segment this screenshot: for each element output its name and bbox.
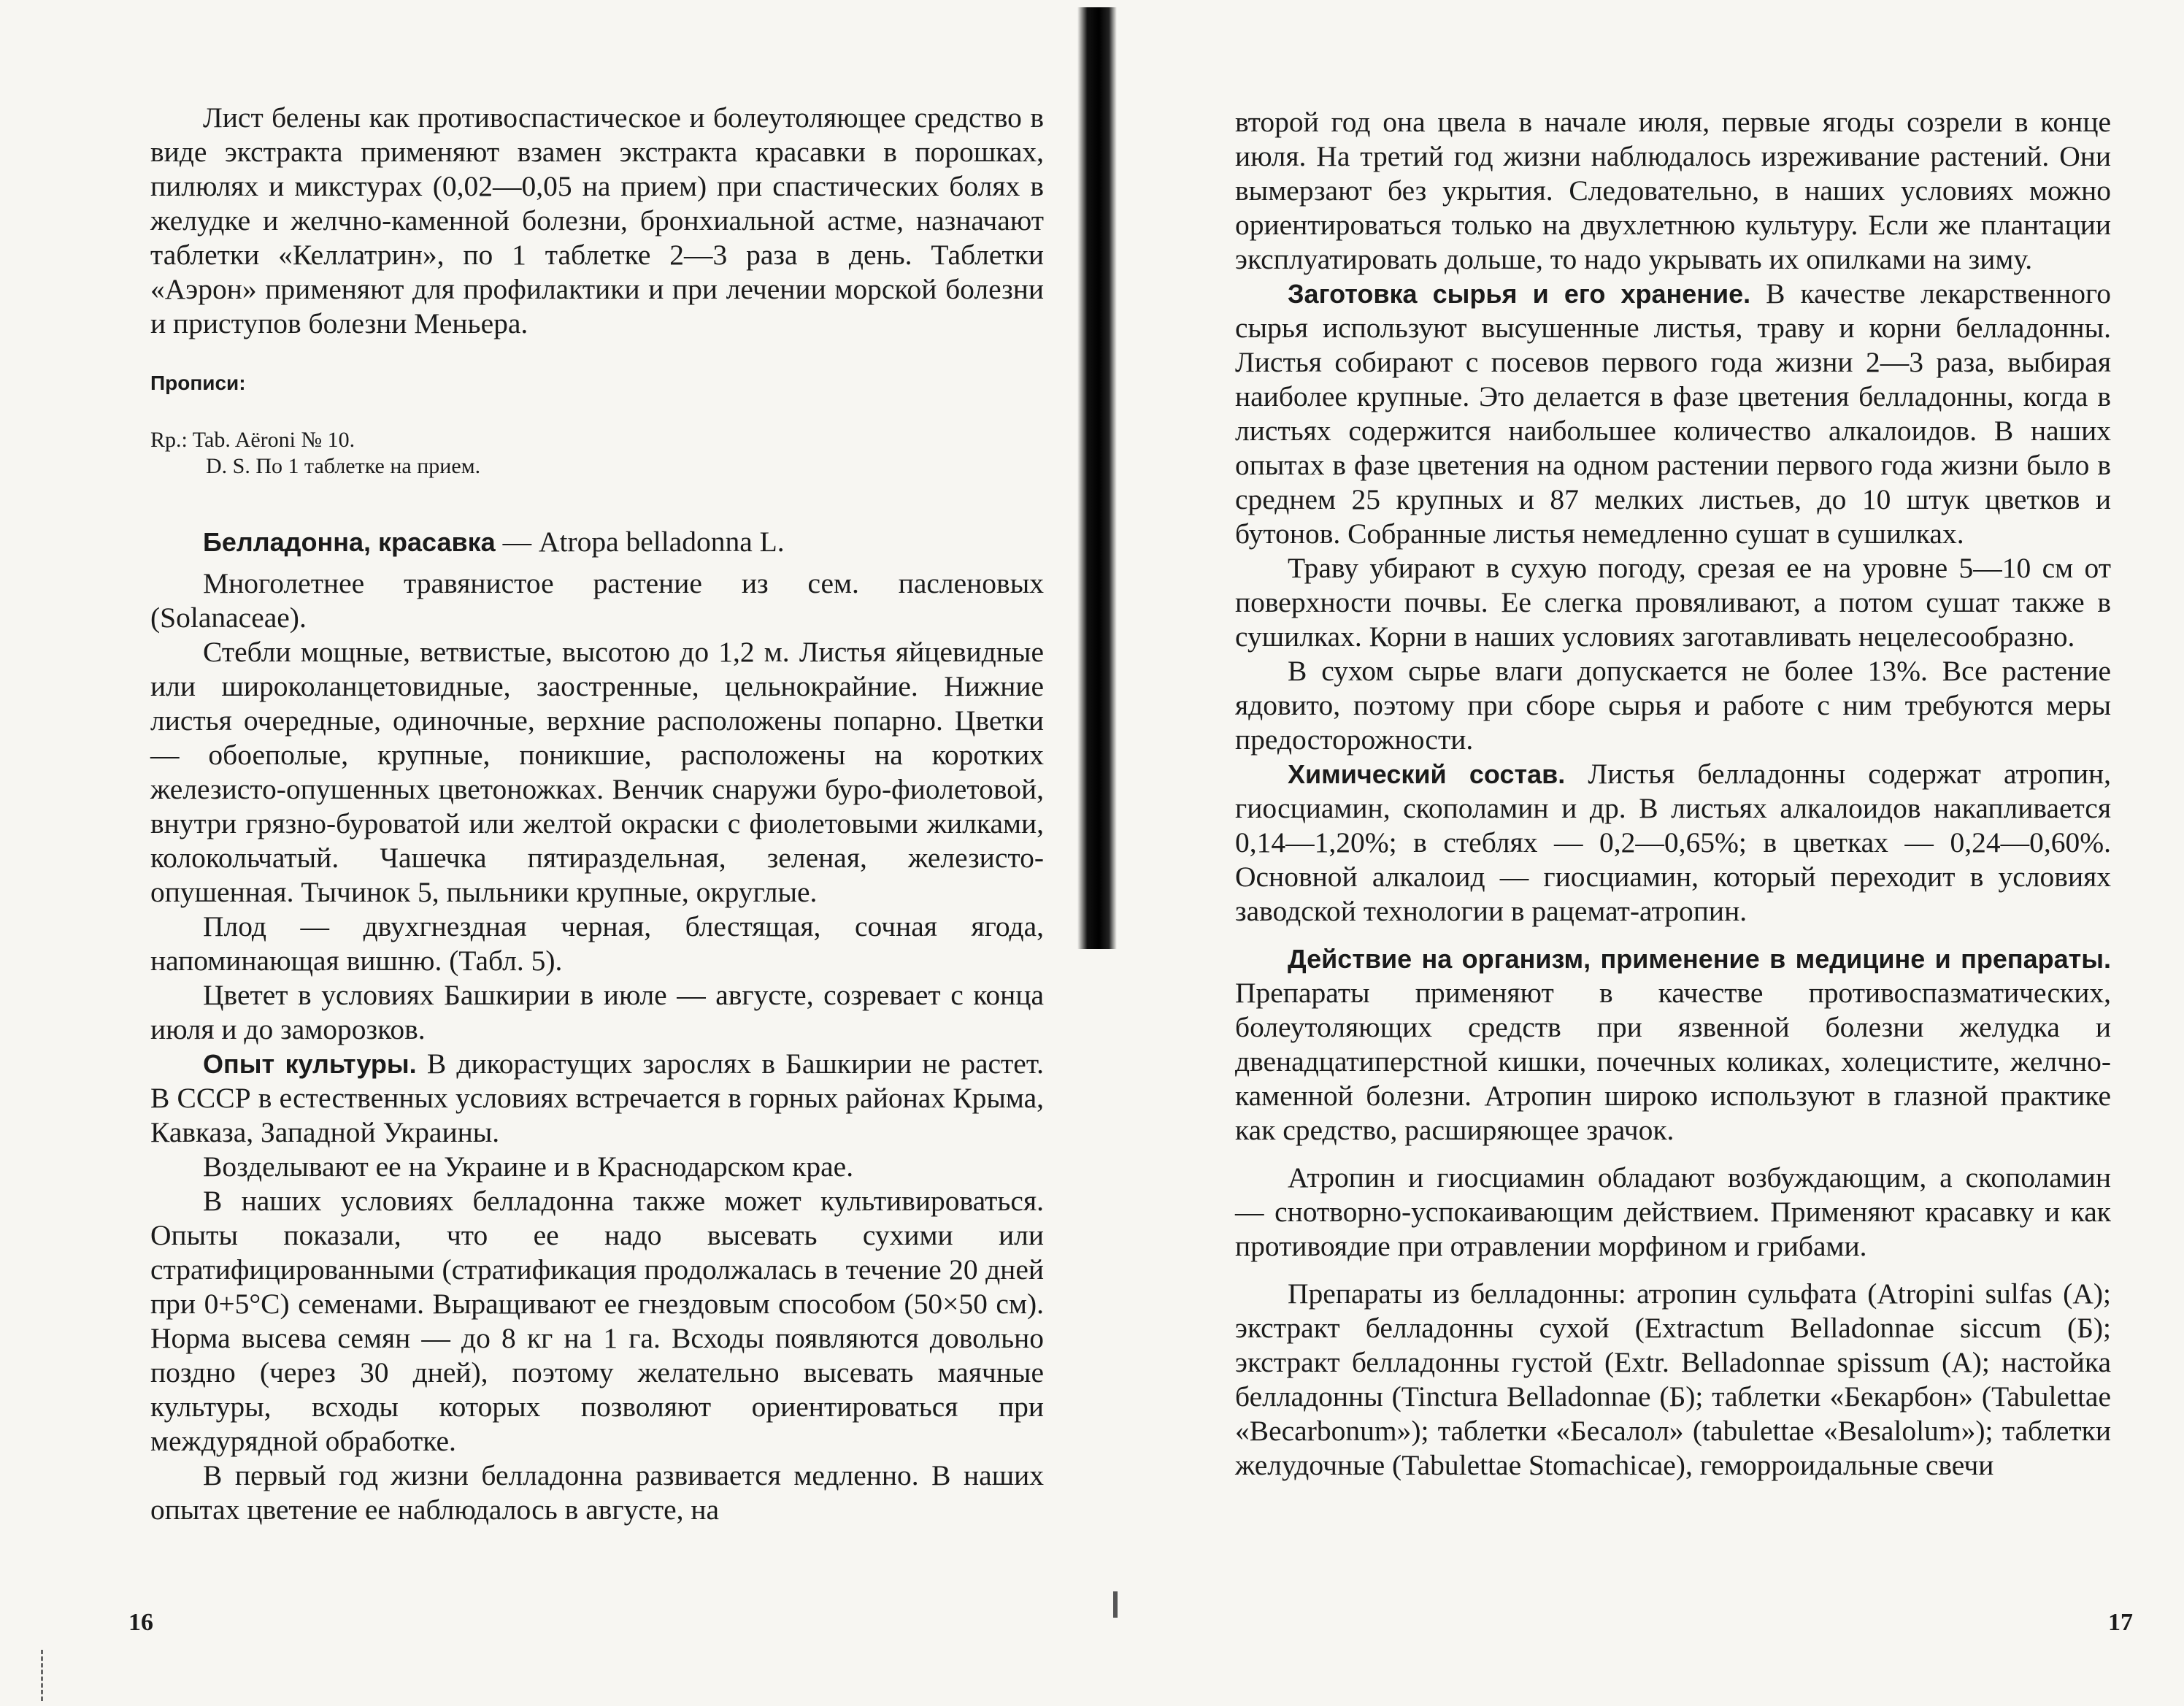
paragraph — [150, 1047, 1044, 1150]
prescription-block — [150, 427, 1044, 480]
paragraph — [1235, 277, 2111, 551]
paragraph: Атропин и гиосциамин обладают возбуждающим, а скополамин — снотворно-успокаивающим действием. Применяют красавку и как противоядие при отравлении морфином и грибами. — [1235, 1161, 2111, 1262]
paragraph-text: Препараты применяют в качестве противоспазматических, болеутоляющих средств при язвенной болезни желудка и двенадцатиперстной кишки, почечных коликах, холецистите, желчно-каменной болезни. Атропин широко используют в глазной практике как средство, расширяющее зрачок. — [1235, 977, 2111, 1146]
page-number-right: 17 — [2108, 1609, 2133, 1636]
paragraph: Траву убирают в сухую погоду, срезая ее на уровне 5—10 см от поверхности почвы. Ее слегка провяливают, а потом сушат также в сушилках. Корни в наших условиях заготавливать нецелесообразно. — [1235, 552, 2111, 653]
paragraph-lead: Действие на организм, применение в медицине и препараты. — [1288, 944, 2111, 974]
paragraph — [1235, 757, 2111, 929]
paragraph: Препараты из белладонны: атропин сульфата (Atropini sulfas (А); экстракт белладонны сухой (Extractum Belladonnae siccum (Б); экстракт белладонны густой (Extr. Belladonnae spissum (А); настойка белладонны (Tinctura Belladonnae (Б); таблетки «Бекарбон» (Tabulettae «Becarbonum»); таблетки «Бесалол» (tabulettae «Besalolum»); таблетки желудочные (Tabulettae Stomachicae), геморроидальные свечи — [1235, 1277, 2111, 1481]
paragraph: В сухом сырье влаги допускается не более 13%. Все растение ядовито, поэтому при сборе сырья и работе с ним требуются меры предосторожности. — [1235, 655, 2111, 756]
paragraph — [1235, 942, 2111, 1148]
paragraph: Стебли мощные, ветвистые, высотою до 1,2 м. Листья яйцевидные или широколанцетовидные, заостренные, цельнокрайние. Нижние листья очередные, одиночные, верхние расположены попарно. Цветки — обоеполые, крупные, поникшие, расположены на коротких железисто-опушенных цветоножках. Венчик снаружи буро-фиолетовой, внутри грязно-буроватой или желтой окраски с фиолетовыми жилками, колокольчатый. Чашечка пятираздельная, зеленая, железисто-опушенная. Тычинок 5, пыльники крупные, округлые. — [150, 636, 1044, 908]
paragraph-lead: Химический состав. — [1288, 759, 1566, 789]
section-latin-name: — Atropa belladonna L. — [495, 526, 785, 558]
paragraph-lead: Опыт культуры. — [203, 1049, 417, 1079]
paragraph: Цветет в условиях Башкирии в июле — августе, созревает с конца июля и до заморозков. — [150, 979, 1044, 1045]
prescriptions-heading: Прописи: — [150, 372, 246, 394]
paragraph-text: В дикорастущих зарослях в Башкирии не растет. В СССР в естественных условиях встречается в горных районах Крыма, Кавказа, Западной Украины. — [150, 1048, 1044, 1148]
paragraph: Возделывают ее на Украине и в Краснодарском крае. — [203, 1150, 854, 1183]
page-number-left: 16 — [128, 1609, 153, 1636]
paragraph: Плод — двухгнездная черная, блестящая, сочная ягода, напоминающая вишню. (Табл. 5). — [150, 910, 1044, 977]
paragraph: В наших условиях белладонна также может культивироваться. Опыты показали, что ее надо высевать сухими или стратифицированными (стратификация продолжалась в течение 20 дней при 0+5°С) семенами. Выращивают ее гнездовым способом (50×50 см). Норма высева семян — до 8 кг на 1 га. Всходы появляются довольно поздно (через 30 дней), поэтому желательно высевать маячные культуры, всходы которых позволяют ориентироваться при междурядной обработке. — [150, 1185, 1044, 1457]
paragraph: второй год она цвела в начале июля, первые ягоды созрели в конце июля. На третий год жизни наблюдалось изреживание растений. Они вымерзают без укрытия. Следовательно, в наших условиях можно ориентироваться только на двухлетнюю культуру. Если же плантации эксплуатировать дольше, то надо укрывать их опилками на зиму. — [1235, 106, 2111, 275]
paragraph: В первый год жизни белладонна развивается медленно. В наших опытах цветение ее наблюдалось в августе, на — [150, 1459, 1044, 1526]
prescription-line-2: D. S. По 1 таблетке на прием. — [206, 454, 481, 478]
paragraph: Многолетнее травянистое растение из сем. пасленовых (Solanaceae). — [150, 567, 1044, 634]
prescription-line-1: Rp.: Tab. Aëroni № 10. — [150, 428, 355, 452]
intro-paragraph: Лист белены как противоспастическое и болеутоляющее средство в виде экстракта применяют взамен экстракта красавки в порошках, пилюлях и микстурах (0,02—0,05 на прием) при спастических болях в желудке и желчно-каменной болезни, бронхиальной астме, назначают таблетки «Келлатрин», по 1 таблетке 2—3 раза в день. Таблетки «Аэрон» применяют для профилактики и при лечении морской болезни и приступов болезни Меньера. — [150, 101, 1044, 339]
section-title: Белладонна, красавка — [203, 527, 496, 557]
right-page — [1092, 0, 2184, 1706]
paragraph-text: Листья белладонны содержат атропин, гиосциамин, скополамин и др. В листьях алкалоидов накапливается 0,14—1,20%; в стеблях — 0,2—0,65%; в цветках — 0,24—0,60%. Основной алкалоид — гиосциамин, который переходит в условиях заводской технологии в рацемат-атропин. — [1235, 758, 2112, 927]
paragraph-lead: Заготовка сырья и его хранение. — [1288, 279, 1751, 309]
paragraph-text: В качестве лекарственного сырья используют высушенные листья, траву и корни белладонны. Листья собирают с посевов первого года жизни 2—3 раза, выбирая наиболее крупные. Это делается в фазе цветения белладонны, когда в листьях содержится наибольшее количество алкалоидов. В наших опытах в фазе цветения на одном растении первого года жизни было в среднем 25 крупных и 87 мелких листьев, до 10 штук цветков и бутонов. Собранные листья немедленно сушат в сушилках. — [1235, 277, 2112, 550]
section-heading — [150, 525, 1044, 559]
